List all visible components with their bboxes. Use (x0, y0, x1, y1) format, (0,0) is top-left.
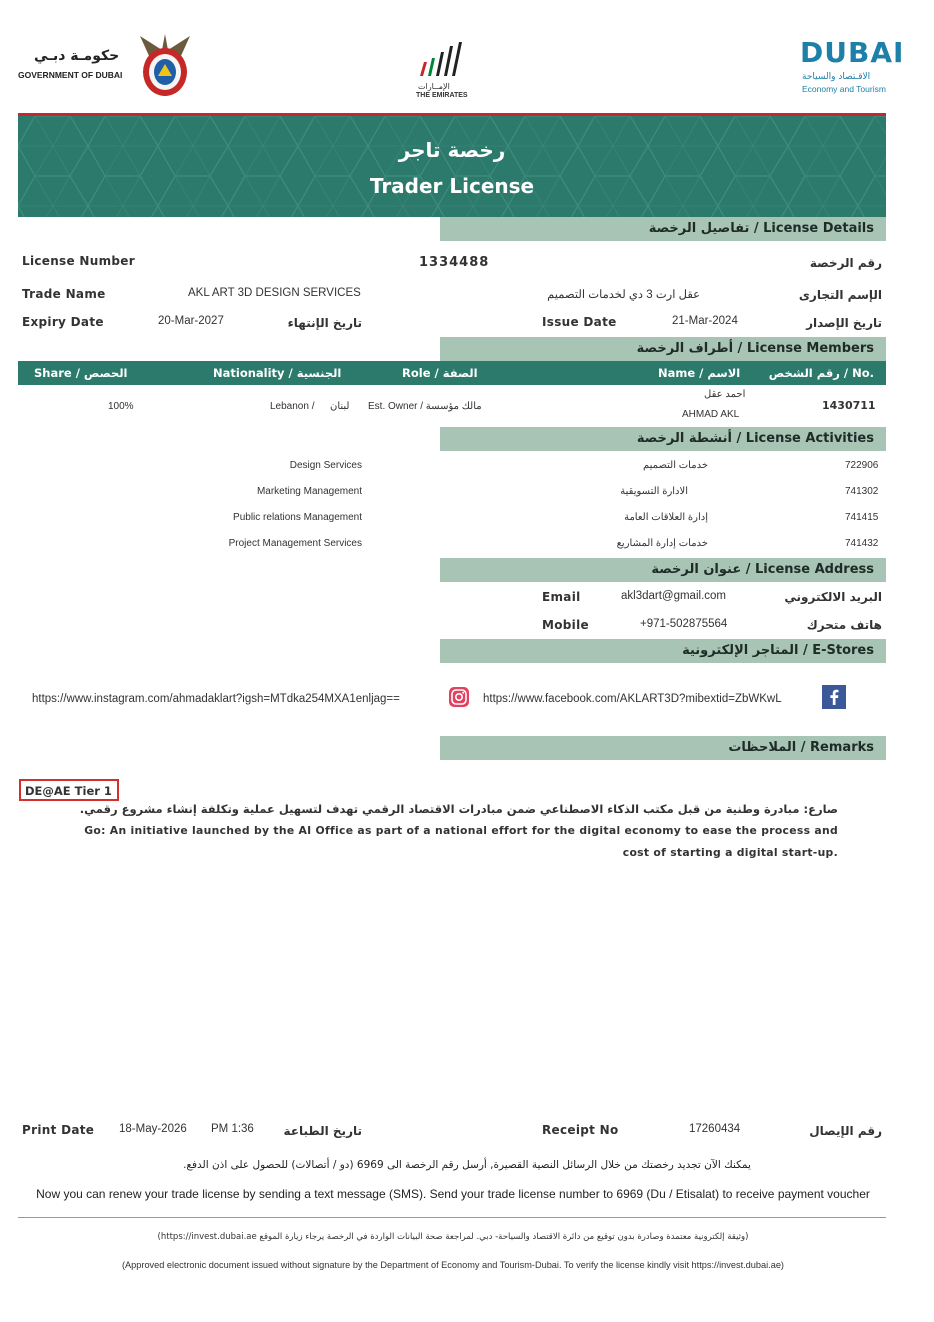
col-nationality: Nationality / الجنسية (213, 366, 342, 380)
license-members-title: أطراف الرخصة / License Members (636, 341, 874, 356)
list-item (0, 538, 934, 554)
email-label: Email (542, 590, 581, 604)
activity-code: 741302 (845, 486, 879, 497)
title-banner (18, 116, 886, 217)
disclaimer-ar: (وثيقة إلكترونية معتمدة وصادرة بدون توقيع من دائرة الاقتصاد والسياحة- دبي. لمراجعة صحة البيانات الواردة في الرخصة يرجاء زيارة الموقع https://invest.dubai.ae) (157, 1232, 749, 1242)
license-activities-bar (440, 427, 886, 451)
activity-en: Marketing Management (256, 486, 362, 497)
mobile-value: +971-502875564 (640, 618, 728, 630)
license-number-label-ar: رقم الرخصة (809, 256, 882, 270)
activity-en: Design Services (289, 460, 362, 471)
col-share: Share / الحصص (34, 366, 128, 380)
the-emirates-logo (410, 40, 470, 102)
list-item (0, 460, 934, 476)
government-of-dubai-logo (14, 28, 199, 98)
estores-bar (440, 639, 886, 663)
license-address-title: عنوان الرخصة / License Address (651, 562, 874, 577)
title-ar: رخصة تاجر (398, 138, 506, 162)
email-value: akl3dart@gmail.com (621, 590, 726, 602)
activity-ar: إدارة العلاقات العامة (624, 512, 708, 523)
activity-en: Public relations Management (233, 512, 362, 523)
emirates-ar-text: الإمــارات (418, 82, 450, 91)
list-item (0, 486, 934, 502)
activity-code: 722906 (845, 460, 879, 471)
activity-code: 741415 (845, 512, 879, 523)
member-nationality-en: Lebanon / (270, 401, 315, 412)
receipt-value: 17260434 (689, 1123, 741, 1135)
license-address-bar (440, 558, 886, 582)
estores-title: المتاجر الإلكترونية / E-Stores (682, 643, 874, 658)
activity-code: 741432 (845, 538, 879, 549)
receipt-label-ar: رقم الإيصال (809, 1124, 882, 1138)
renew-en: Now you can renew your trade license by sending a text message (SMS). Send your trade license number to 6969 (Du / Etisalat) to receive payment voucher (36, 1187, 870, 1201)
instagram-link[interactable]: https://www.instagram.com/ahmadaklart?igsh=MTdka254MXA1enljag== (32, 693, 400, 705)
mobile-label-ar: هاتف متحرك (806, 618, 882, 632)
issue-date-label-ar: تاريخ الإصدار (806, 316, 882, 330)
tier-text: DE@AE Tier 1 (25, 784, 112, 798)
activity-ar: الادارة التسويقية (620, 486, 688, 497)
trade-name-en: AKL ART 3D DESIGN SERVICES (188, 287, 361, 299)
member-share: 100% (108, 401, 134, 412)
member-person-no: 1430711 (822, 399, 876, 412)
member-name-en: AHMAD AKL (682, 409, 740, 420)
disclaimer-en: (Approved electronic document issued without signature by the Department of Economy and Tourism-Dubai. To verify the license kindly visit https://invest.dubai.ae) (121, 1260, 784, 1270)
instagram-icon[interactable] (448, 686, 470, 708)
expiry-date-label-ar: تاريخ الإنتهاء (287, 316, 362, 330)
trade-name-label: Trade Name (22, 287, 106, 301)
members-table-header (18, 361, 886, 385)
gov-ar-text: حكومـة دبـي (34, 48, 120, 64)
license-details-bar (440, 217, 886, 241)
remarks-ar: صارع: مبادرة وطنية من قبل مكتب الذكاء الاصطناعي ضمن مبادرات الاقتصاد الرقمي تهدف لتسهيل عملية وتكلفة إنشاء مشروع رقمي. (79, 802, 838, 816)
license-number-value: 1334488 (419, 255, 490, 270)
dubai-en-text: Economy and Tourism (802, 84, 886, 94)
col-role: Role / الصفة (402, 366, 478, 380)
dubai-economy-tourism-logo (798, 36, 905, 98)
print-date-label-ar: تاريخ الطباعة (283, 1124, 362, 1138)
facebook-link[interactable]: https://www.facebook.com/AKLART3D?mibextid=ZbWKwL (483, 693, 782, 705)
print-date-label: Print Date (22, 1123, 95, 1137)
print-time-value: PM 1:36 (211, 1123, 254, 1135)
activity-ar: خدمات إدارة المشاريع (616, 538, 708, 549)
emirates-stripes-icon (416, 40, 464, 80)
facebook-icon[interactable] (822, 685, 846, 709)
tier-badge (19, 779, 119, 801)
dubai-ar-text: الاقـتصاد والسياحة (802, 72, 871, 82)
footer-divider (18, 1217, 886, 1218)
mobile-label: Mobile (542, 618, 589, 632)
member-role: Est. Owner / مالك مؤسسة (368, 401, 482, 412)
email-label-ar: البريد الالكتروني (784, 590, 882, 604)
issue-date-value: 21-Mar-2024 (672, 315, 738, 327)
trade-name-ar: عقل ارت 3 دي لخدمات التصميم (547, 289, 700, 301)
remarks-bar (440, 736, 886, 760)
list-item (0, 512, 934, 528)
issue-date-label: Issue Date (542, 315, 617, 329)
remarks-en-2: cost of starting a digital start-up. (622, 846, 838, 859)
emirates-en-text: THE EMIRATES (416, 92, 468, 99)
renew-ar: يمكنك الآن تجديد رخصتك من خلال الرسائل النصية القصيرة, أرسل رقم الرخصة الى 6969 (دو / أتصالات) للحصول على اذن الدفع. (183, 1159, 751, 1171)
license-details-title: تفاصيل الرخصة / License Details (648, 221, 874, 236)
print-date-value: 18-May-2026 (119, 1123, 187, 1135)
member-nationality-ar: لبنان (330, 401, 350, 412)
table-row (18, 385, 886, 425)
remarks-en-1: Go: An initiative launched by the AI Office as part of a national effort for the digital economy to ease the process and (84, 824, 838, 837)
remarks-title: الملاحظات / Remarks (728, 740, 874, 755)
license-number-label: License Number (22, 254, 135, 268)
col-name: Name / الاسم (658, 366, 741, 380)
license-members-bar (440, 337, 886, 361)
dubai-wordmark: DUBAI (800, 36, 905, 69)
license-activities-title: أنشطة الرخصة / License Activities (636, 431, 874, 446)
activity-ar: خدمات التصميم (643, 460, 708, 471)
trade-name-label-ar: الإسم التجارى (798, 288, 882, 302)
title-en: Trader License (369, 174, 535, 198)
banner-pattern (18, 116, 886, 217)
gov-en-text: GOVERNMENT OF DUBAI (18, 70, 123, 80)
member-name-ar: احمد عقل (704, 389, 746, 400)
expiry-date-value: 20-Mar-2027 (158, 315, 224, 327)
receipt-label: Receipt No (542, 1123, 619, 1137)
col-person-no: رقم الشخص / No. (768, 366, 874, 380)
expiry-date-label: Expiry Date (22, 315, 104, 329)
falcon-emblem-icon (132, 28, 198, 98)
activity-en: Project Management Services (228, 538, 362, 549)
